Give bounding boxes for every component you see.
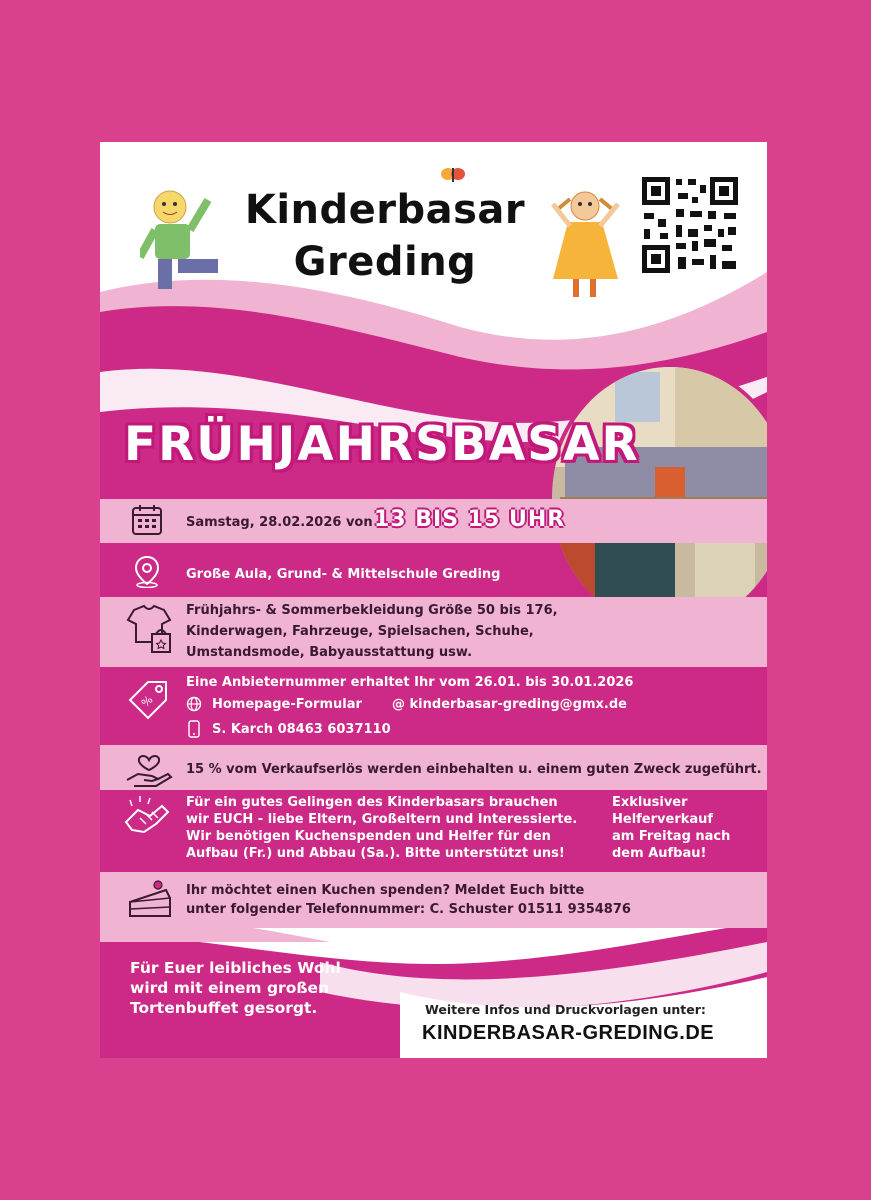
vendor-text: Eine Anbieternummer erhaltet Ihr vom 26.01. bis 30.01.2026: [186, 675, 634, 690]
boy-drawing-icon: [140, 182, 225, 297]
website-link[interactable]: KINDERBASAR-GREDING.DE: [422, 1022, 715, 1044]
homepage-link[interactable]: Homepage-Formular: [212, 697, 362, 712]
clothing-bag-icon: [124, 604, 174, 658]
email-link[interactable]: @ kinderbasar-greding@gmx.de: [392, 697, 627, 712]
phone-text: S. Karch 08463 6037110: [212, 722, 391, 737]
cake-band: [100, 872, 767, 928]
title-line-1: Kinderbasar: [244, 187, 526, 233]
title-line-2: Greding: [293, 239, 477, 285]
calendar-icon: [130, 503, 164, 537]
helpers-side-1: Exklusiver: [612, 795, 688, 810]
girl-drawing-icon: [548, 184, 623, 304]
globe-icon: [186, 696, 202, 712]
cake-line-1: Ihr möchtet einen Kuchen spenden? Meldet Euch bitte: [186, 883, 585, 898]
heart-hand-icon: [124, 744, 174, 790]
helpers-side-4: dem Aufbau!: [612, 846, 707, 861]
headline: FRÜHJAHRSBASAR: [124, 417, 640, 472]
items-line-3: Umstandsmode, Babyausstattung usw.: [186, 645, 473, 660]
helpers-side-3: am Freitag nach: [612, 829, 731, 844]
basar-photo: [545, 357, 767, 632]
cake-line-2: unter folgender Telefonnummer: C. Schuster 01511 9354876: [186, 902, 631, 917]
helpers-side-2: Helferverkauf: [612, 812, 714, 827]
food-text: [130, 958, 341, 1018]
phone-icon: [186, 720, 202, 738]
footer-info: Weitere Infos und Druckvorlagen unter:: [425, 1002, 706, 1017]
svg-text:%: %: [138, 693, 156, 710]
date-text: Samstag, 28.02.2026 von: [186, 515, 373, 530]
helping-hands-icon: [120, 792, 174, 842]
helpers-line-1: Für ein gutes Gelingen des Kinderbasars brauchen: [186, 795, 558, 810]
location-text: Große Aula, Grund- & Mittelschule Greding: [186, 567, 501, 582]
time-text: 13 BIS 15 UHR: [374, 507, 566, 532]
food-line-1: Für Euer leibliches Wohl: [130, 959, 341, 977]
cake-slice-icon: [126, 876, 176, 922]
location-pin-icon: [130, 554, 164, 588]
donation-text: 15 % vom Verkaufserlös werden einbehalten u. einem guten Zweck zugeführt.: [186, 762, 762, 777]
price-tag-icon: [124, 676, 172, 724]
helpers-line-3: Wir benötigen Kuchenspenden und Helfer für den: [186, 829, 551, 844]
qr-code-icon[interactable]: [640, 175, 740, 275]
page-title: [225, 184, 545, 288]
items-line-2: Kinderwagen, Fahrzeuge, Spielsachen, Schuhe,: [186, 624, 534, 639]
helpers-line-2: wir EUCH - liebe Eltern, Großeltern und Interessierte.: [186, 812, 578, 827]
helpers-line-4: Aufbau (Fr.) und Abbau (Sa.). Bitte unterstützt uns!: [186, 846, 565, 861]
items-line-1: Frühjahrs- & Sommerbekleidung Größe 50 bis 176,: [186, 603, 558, 618]
food-line-2: wird mit einem großen: [130, 979, 330, 997]
food-line-3: Tortenbuffet gesorgt.: [130, 999, 318, 1017]
flyer: [100, 142, 767, 1058]
